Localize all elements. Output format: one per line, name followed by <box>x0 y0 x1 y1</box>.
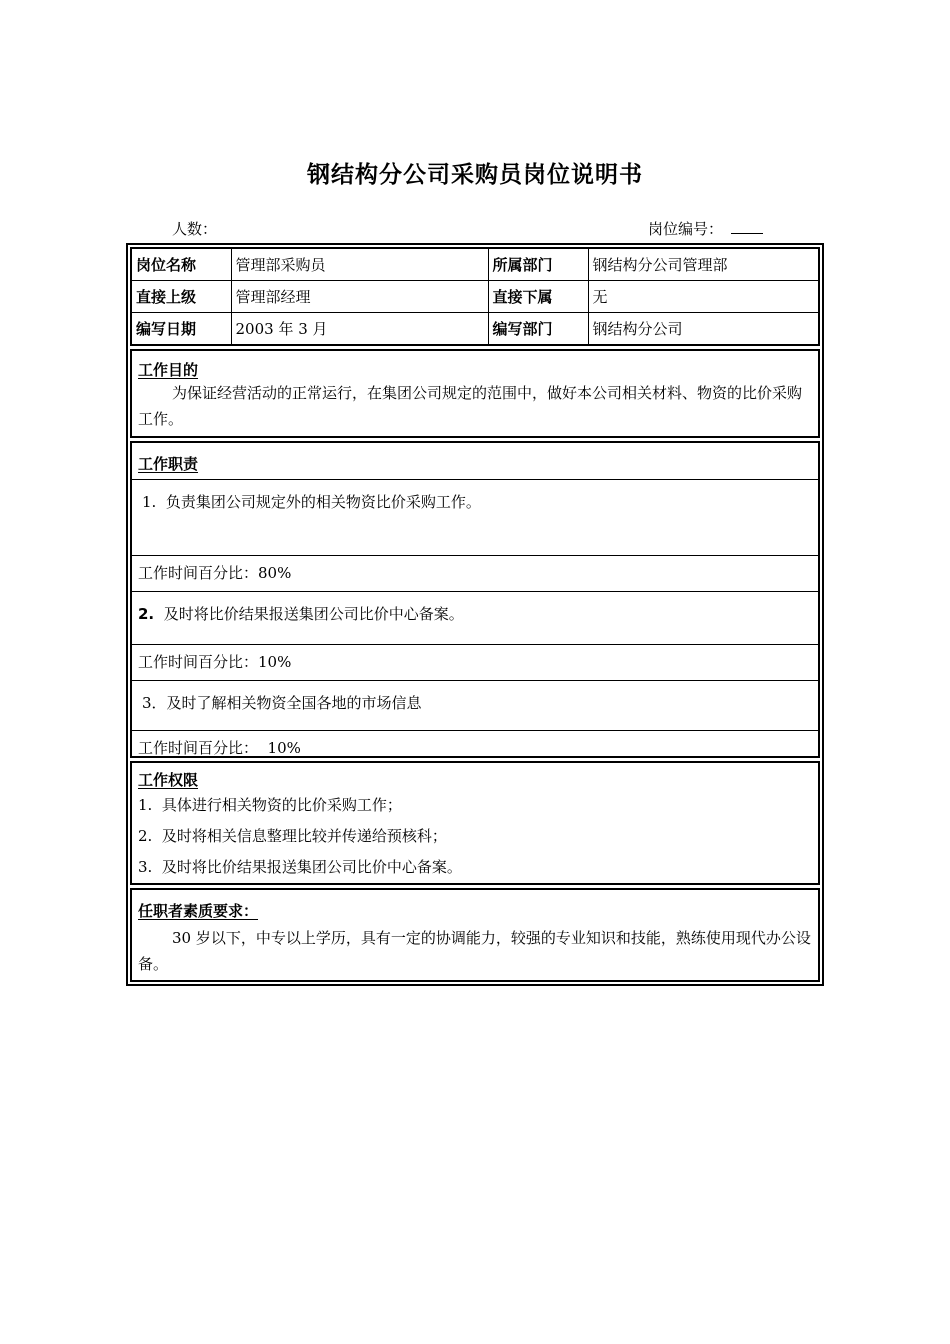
work-authority-heading: 工作权限 <box>138 771 199 789</box>
position-number-label: 岗位编号： <box>648 220 724 238</box>
duty-item <box>132 681 818 731</box>
work-purpose-text: 为保证经营活动的正常运行，在集团公司规定的范围中，做好本公司相关材料、物资的比价采购工作。 <box>138 384 803 428</box>
qualification-heading: 任职者素质要求： <box>138 902 259 920</box>
work-duties-heading: 工作职责 <box>138 455 199 473</box>
duty-text: 负责集团公司规定外的相关物资比价采购工作。 <box>165 493 481 511</box>
duty-item <box>132 592 818 645</box>
info-value: 管理部采购员 <box>231 249 488 280</box>
basic-info-table <box>130 247 820 346</box>
info-row <box>132 280 818 312</box>
position-number-blank <box>731 221 763 234</box>
qualification-text: 30 岁以下，中专以上学历，具有一定的协调能力，较强的专业知识和技能，熟练使用现代办公设备。 <box>138 929 811 973</box>
info-row <box>132 249 818 280</box>
headcount-label: 人数： <box>172 220 218 238</box>
duty-time-percent: 工作时间百分比：80% <box>132 556 818 592</box>
work-purpose-section <box>130 349 820 438</box>
authority-item: 2. 及时将相关信息整理比较并传递给预核科； <box>138 827 447 845</box>
info-label: 直接上级 <box>132 280 231 312</box>
work-duties-section <box>130 441 820 758</box>
document-title: 钢结构分公司采购员岗位说明书 <box>307 162 643 188</box>
duty-number: 2. <box>138 605 155 623</box>
duty-time-percent: 工作时间百分比：10% <box>132 645 818 681</box>
duty-number: 3． <box>142 694 167 712</box>
info-value: 管理部经理 <box>231 280 488 312</box>
work-purpose-heading: 工作目的 <box>138 361 199 379</box>
info-value: 钢结构分公司 <box>588 313 818 344</box>
info-label: 所属部门 <box>488 249 588 280</box>
authority-item: 1. 具体进行相关物资的比价采购工作； <box>138 796 402 814</box>
duty-text: 及时将比价结果报送集团公司比价中心备案。 <box>163 605 464 623</box>
position-number <box>648 218 763 239</box>
duty-item <box>132 480 818 556</box>
info-value: 无 <box>588 280 818 312</box>
info-label: 编写日期 <box>132 313 231 344</box>
duty-time-percent: 工作时间百分比： 10% <box>138 739 301 757</box>
info-row <box>132 313 818 344</box>
work-duties-header <box>132 443 818 480</box>
info-label: 编写部门 <box>488 313 588 344</box>
info-value: 钢结构分公司管理部 <box>588 249 818 280</box>
info-value: 2003 年 3 月 <box>231 313 488 344</box>
info-label: 岗位名称 <box>132 249 231 280</box>
authority-item: 3. 及时将比价结果报送集团公司比价中心备案。 <box>138 858 462 876</box>
duty-text: 及时了解相关物资全国各地的市场信息 <box>166 694 422 712</box>
info-label: 直接下属 <box>488 280 588 312</box>
qualification-section <box>130 888 820 982</box>
work-authority-section <box>130 761 820 885</box>
duty-number: 1. <box>142 493 157 511</box>
